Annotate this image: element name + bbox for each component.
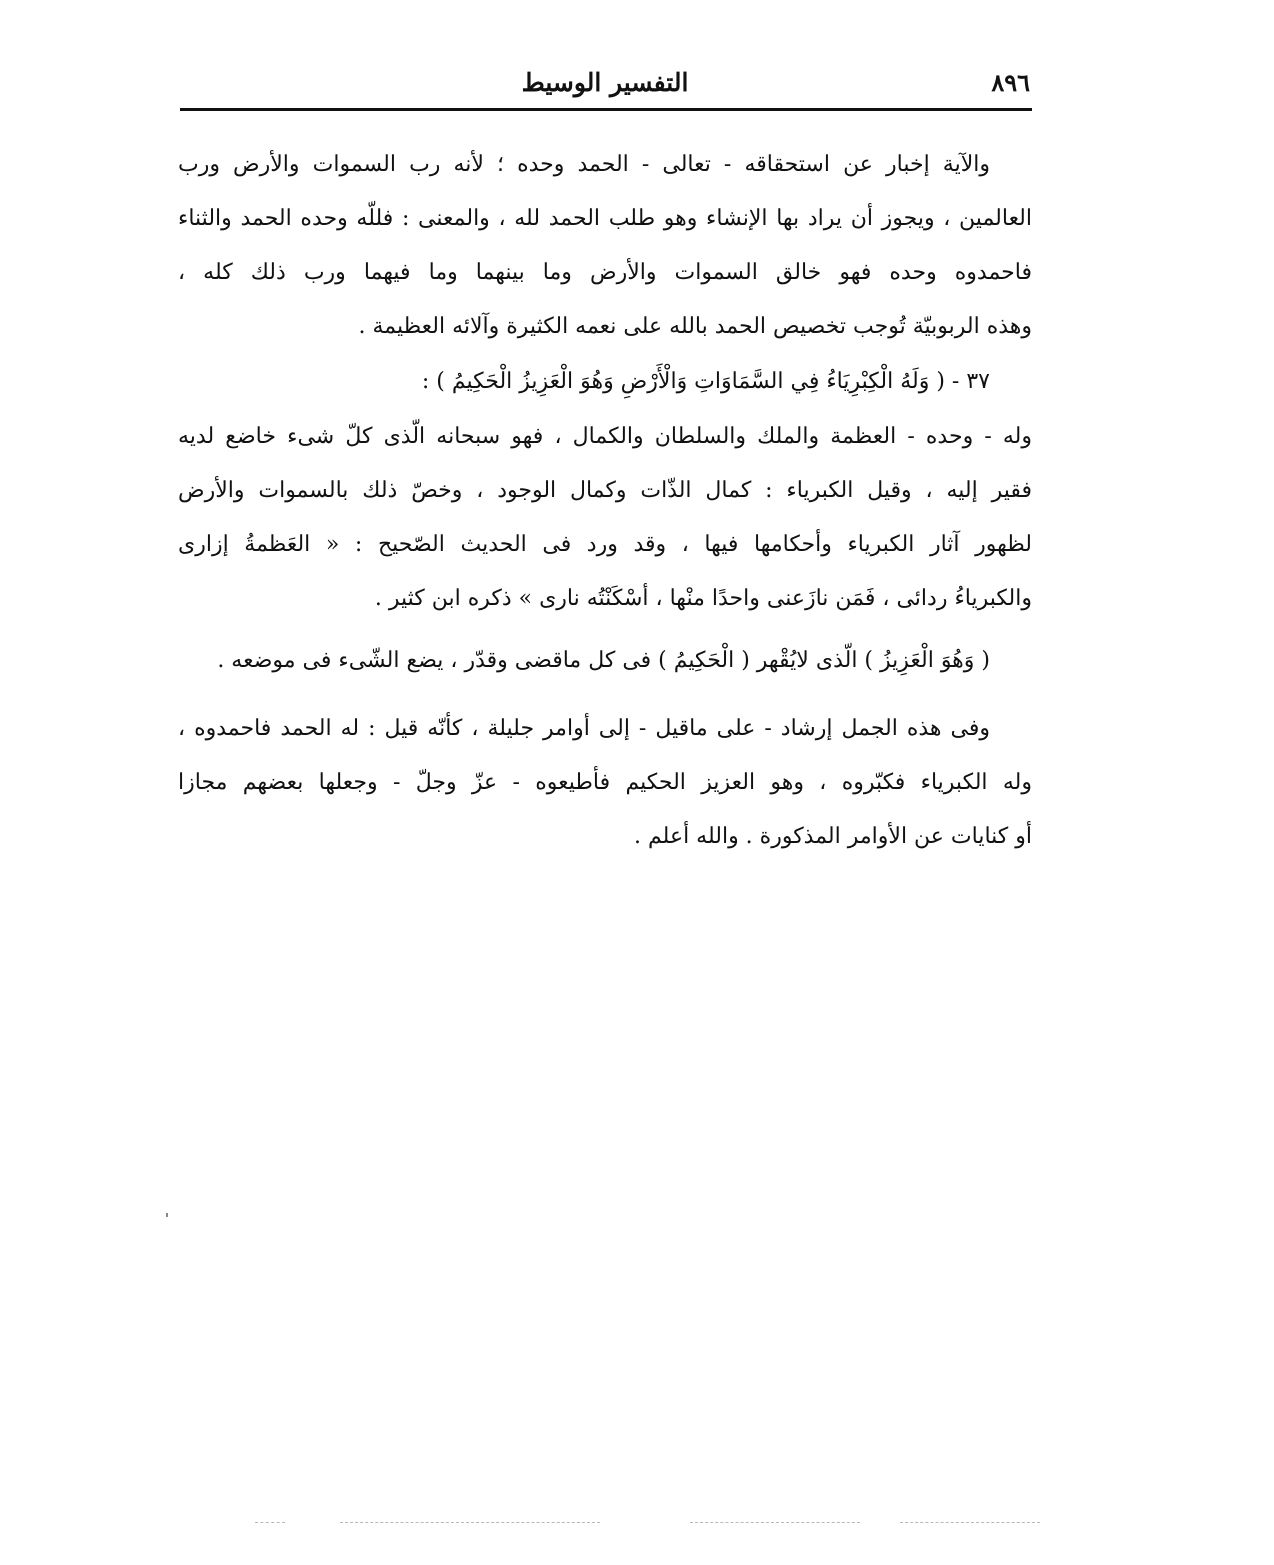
paragraph-gap bbox=[178, 626, 1032, 634]
text-line: وله الكبرياء فكبّروه ، وهو العزيز الحكيم فأطيعوه - عزّ وجلّ - وجعلها بعضهم مجازا bbox=[178, 770, 1032, 795]
page-header bbox=[180, 68, 1030, 104]
text-line: أو كنايات عن الأوامر المذكورة . والله أعلم . bbox=[634, 824, 1032, 849]
text-line: لظهور آثار الكبرياء وأحكامها فيها ، وقد ورد فى الحديث الصّحيح : « العَظمةُ إزارى bbox=[178, 532, 1032, 557]
text-line: وله - وحده - العظمة والملك والسلطان والكمال ، فهو سبحانه الّذى كلّ شىء خاضع لديه bbox=[178, 424, 1032, 449]
page-number: ٨٩٦ bbox=[991, 68, 1030, 97]
scan-edge-mark bbox=[690, 1522, 860, 1523]
text-line: والآية إخبار عن استحقاقه - تعالى - الحمد وحده ؛ لأنه رب السموات والأرض ورب bbox=[178, 152, 990, 177]
text-line: فاحمدوه وحده فهو خالق السموات والأرض وما بينهما وما فيهما ورب ذلك كله ، bbox=[178, 260, 1032, 285]
scan-edge-mark bbox=[900, 1522, 1040, 1523]
scan-edge-mark bbox=[255, 1522, 285, 1523]
body-text bbox=[178, 138, 1032, 864]
verse-heading: ٣٧ - ( وَلَهُ الْكِبْرِيَاءُ فِي السَّمَاوَاتِ وَالْأَرْضِ وَهُوَ الْعَزِيزُ الْحَكِيمُ ) : bbox=[421, 369, 990, 394]
text-line: وهذه الربوبيّة تُوجب تخصيص الحمد بالله على نعمه الكثيرة وآلائه العظيمة . bbox=[358, 314, 1032, 339]
scan-speck bbox=[166, 1213, 168, 1217]
text-line: العالمين ، ويجوز أن يراد بها الإنشاء وهو طلب الحمد لله ، والمعنى : فللّه وحده الحمد والثناء bbox=[178, 206, 1032, 231]
paragraph-gap bbox=[178, 688, 1032, 702]
text-line: وفى هذه الجمل إرشاد - على ماقيل - إلى أوامر جليلة ، كأنّه قيل : له الحمد فاحمدوه ، bbox=[178, 716, 990, 741]
running-title: التفسير الوسيط bbox=[521, 68, 689, 97]
header-rule bbox=[180, 108, 1032, 111]
text-line: فقير إليه ، وقيل الكبرياء : كمال الذّات وكمال الوجود ، وخصّ ذلك بالسموات والأرض bbox=[178, 478, 1032, 503]
scan-edge-mark bbox=[340, 1522, 600, 1523]
text-line: ( وَهُوَ الْعَزِيزُ ) الّذى لايُقْهر ( الْحَكِيمُ ) فى كل ماقضى وقدّر ، يضع الشّىء فى موضعه . bbox=[217, 648, 990, 673]
text-line: والكبرياءُ ردائى ، فَمَن نازَعنى واحدًا منْها ، أسْكَنْتُه نارى » ذكره ابن كثير . bbox=[374, 586, 1032, 611]
